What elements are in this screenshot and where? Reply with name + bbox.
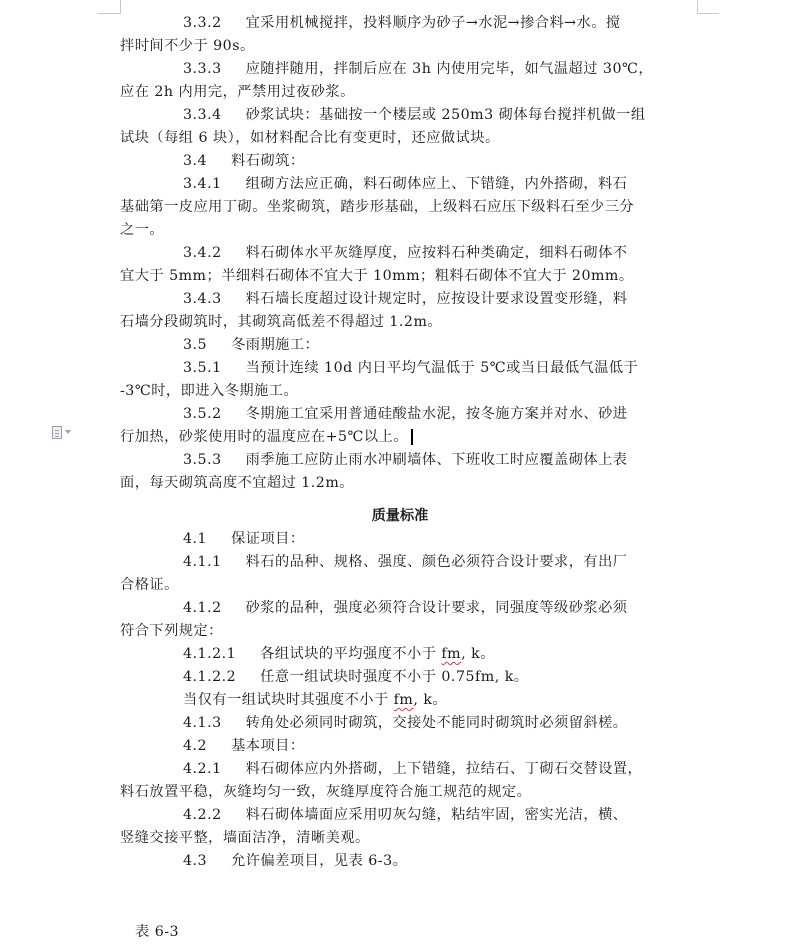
clause-number: 3.4.2: [183, 245, 222, 261]
paragraph-4-1-1-cont: 合格证。: [120, 577, 179, 593]
clause-number: 3.4: [183, 153, 208, 169]
clause-text: 料石砌体墙面应采用叨灰勾缝，粘结牢固，密实光洁，横、: [245, 807, 628, 823]
crop-mark-right-horizontal: [697, 13, 719, 14]
paragraph-3-4-2: [120, 242, 680, 265]
paragraph-4-2-1: [120, 758, 680, 781]
clause-number: 4.1: [183, 531, 208, 547]
paragraph-3-5-3: [120, 449, 680, 472]
paragraph-4-1-2-1: [120, 643, 680, 666]
clause-number: 4.1.1: [183, 554, 222, 570]
paragraph-3-5-2: [120, 403, 680, 426]
clause-number: 4.2.1: [183, 761, 222, 777]
paragraph-4-2-2-cont: 竖缝交接平整，墙面洁净，清晰美观。: [120, 830, 370, 846]
table-caption: 表 6-3: [135, 924, 180, 940]
clause-number: 4.1.2: [183, 600, 222, 616]
clause-number: 3.5.1: [183, 360, 222, 376]
clause-text: 当仅有一组试块时其强度不小于: [183, 692, 394, 708]
clause-number: 4.3: [183, 853, 208, 869]
clause-text: 当预计连续 10d 内日平均气温低于 5℃或当日最低气温低于: [245, 360, 639, 376]
chevron-down-icon: [65, 430, 71, 434]
clause-number: 3.4.1: [183, 176, 222, 192]
section-4-2: [120, 735, 680, 758]
clause-number: 3.5: [183, 337, 208, 353]
clause-number: 3.3.2: [183, 15, 222, 31]
paragraph-4-1-2-2: [120, 666, 680, 689]
clause-text: 雨季施工应防止雨水冲刷墙体、下班收工时应覆盖砌体上表: [245, 452, 628, 468]
paragraph-4-1-1: [120, 551, 680, 574]
paragraph-3-3-4: [120, 104, 680, 127]
paragraph-menu-button[interactable]: [52, 424, 78, 440]
document-page[interactable]: [120, 12, 680, 873]
paragraph-3-5-1: [120, 357, 680, 380]
clause-text: 料石砌筑：: [231, 153, 305, 169]
paragraph-4-1-3: [120, 712, 680, 735]
paragraph-3-3-3: [120, 58, 680, 81]
crop-mark-left-horizontal: [98, 13, 120, 14]
clause-number: 3.4.3: [183, 291, 222, 307]
clause-number: 3.5.3: [183, 452, 222, 468]
spellcheck-word[interactable]: fm: [441, 646, 462, 662]
paragraph-4-1-2-cont: 符合下列规定：: [120, 623, 223, 639]
clause-text: 基本项目：: [231, 738, 305, 754]
clause-text: 保证项目：: [231, 531, 305, 547]
clause-text: 组砌方法应正确，料石砌体应上、下错缝，内外搭砌，料石: [245, 176, 628, 192]
clause-text: 料石砌体应内外搭砌，上下错缝，拉结石、丁砌石交替设置，: [245, 761, 643, 777]
clause-text-end: , k。: [461, 646, 495, 662]
clause-text: 行加热，砂浆使用时的温度应在+5℃以上。: [120, 429, 408, 445]
section-3-4: [120, 150, 680, 173]
paragraph-3-3-4-cont: 试块（每组 6 块），如材料配合比有变更时，还应做试块。: [120, 130, 500, 146]
paragraph-4-2-2: [120, 804, 680, 827]
clause-number: 4.1.2.2: [183, 669, 237, 685]
paragraph-3-4-1-cont2: 之一。: [120, 222, 165, 238]
clause-text: 转角处必须同时砌筑，交接处不能同时砌筑时必须留斜槎。: [245, 715, 628, 731]
text-cursor: [411, 429, 413, 445]
section-heading: 质量标准: [371, 508, 429, 524]
section-4-3: [120, 850, 680, 873]
paragraph-3-4-1-cont: 基础第一皮应用丁砌。坐浆砌筑，踏步形基础，上级料石应压下级料石至少三分: [120, 199, 635, 215]
paragraph-3-3-2: [120, 12, 680, 35]
clause-text: 任意一组试块时强度不小于 0.75fm, k。: [260, 669, 529, 685]
paragraph-4-1-2: [120, 597, 680, 620]
clause-text: 应随拌随用，拌制后应在 3h 内使用完毕，如气温超过 30℃，: [245, 61, 654, 77]
paragraph-3-4-3: [120, 288, 680, 311]
clause-text: 料石的品种、规格、强度、颜色必须符合设计要求，有出厂: [245, 554, 628, 570]
clause-text: 宜采用机械搅拌，投料顺序为砂子→水泥→掺合料→水。搅: [245, 15, 621, 31]
paragraph-3-4-3-cont: 石墙分段砌筑时，其砌筑高低差不得超过 1.2m。: [120, 314, 443, 330]
clause-text: 各组试块的平均强度不小于: [260, 646, 442, 662]
clause-number: 3.3.3: [183, 61, 222, 77]
clause-number: 4.1.2.1: [183, 646, 237, 662]
clause-text: 允许偏差项目，见表 6-3。: [231, 853, 408, 869]
clause-number: 3.3.4: [183, 107, 222, 123]
clause-text: 砂浆的品种，强度必须符合设计要求，同强度等级砂浆必须: [245, 600, 628, 616]
clause-number: 4.2.2: [183, 807, 222, 823]
paragraph-single-test: [120, 689, 680, 712]
paragraph-3-4-1: [120, 173, 680, 196]
clause-text: 冬期施工宜采用普通硅酸盐水泥，按冬施方案并对水、砂进: [245, 406, 628, 422]
section-3-5: [120, 334, 680, 357]
paragraph-3-4-2-cont: 宜大于 5mm；半细料石砌体不宜大于 10mm；粗料石砌体不宜大于 20mm。: [120, 268, 634, 284]
section-4-1: [120, 528, 680, 551]
spellcheck-word[interactable]: fm: [393, 692, 414, 708]
clause-number: 4.2: [183, 738, 208, 754]
clause-number: 4.1.3: [183, 715, 222, 731]
clause-number: 3.5.2: [183, 406, 222, 422]
clause-text-end: , k。: [413, 692, 448, 708]
paragraph-4-2-1-cont: 料石放置平稳，灰缝均匀一致，灰缝厚度符合施工规范的规定。: [120, 784, 532, 800]
clause-text: 料石墙长度超过设计规定时，应按设计要求设置变形缝，料: [245, 291, 628, 307]
clause-text: 砂浆试块：基础按一个楼层或 250m3 砌体每台搅拌机做一组: [245, 107, 646, 123]
clause-text: 料石砌体水平灰缝厚度，应按料石种类确定，细料石砌体不: [245, 245, 628, 261]
clause-text: 冬雨期施工：: [231, 337, 320, 353]
crop-mark-right: [697, 0, 698, 14]
paragraph-3-3-3-cont: 应在 2h 内用完，严禁用过夜砂浆。: [120, 84, 355, 100]
paragraph-3-5-3-cont: 面，每天砌筑高度不宜超过 1.2m。: [120, 475, 354, 491]
paragraph-3-5-1-cont: -3℃时，即进入冬期施工。: [120, 383, 299, 399]
document-icon: [52, 426, 62, 439]
paragraph-3-3-2-cont: 拌时间不少于 90s。: [120, 38, 255, 54]
paragraph-3-5-2-cont: [120, 426, 680, 449]
